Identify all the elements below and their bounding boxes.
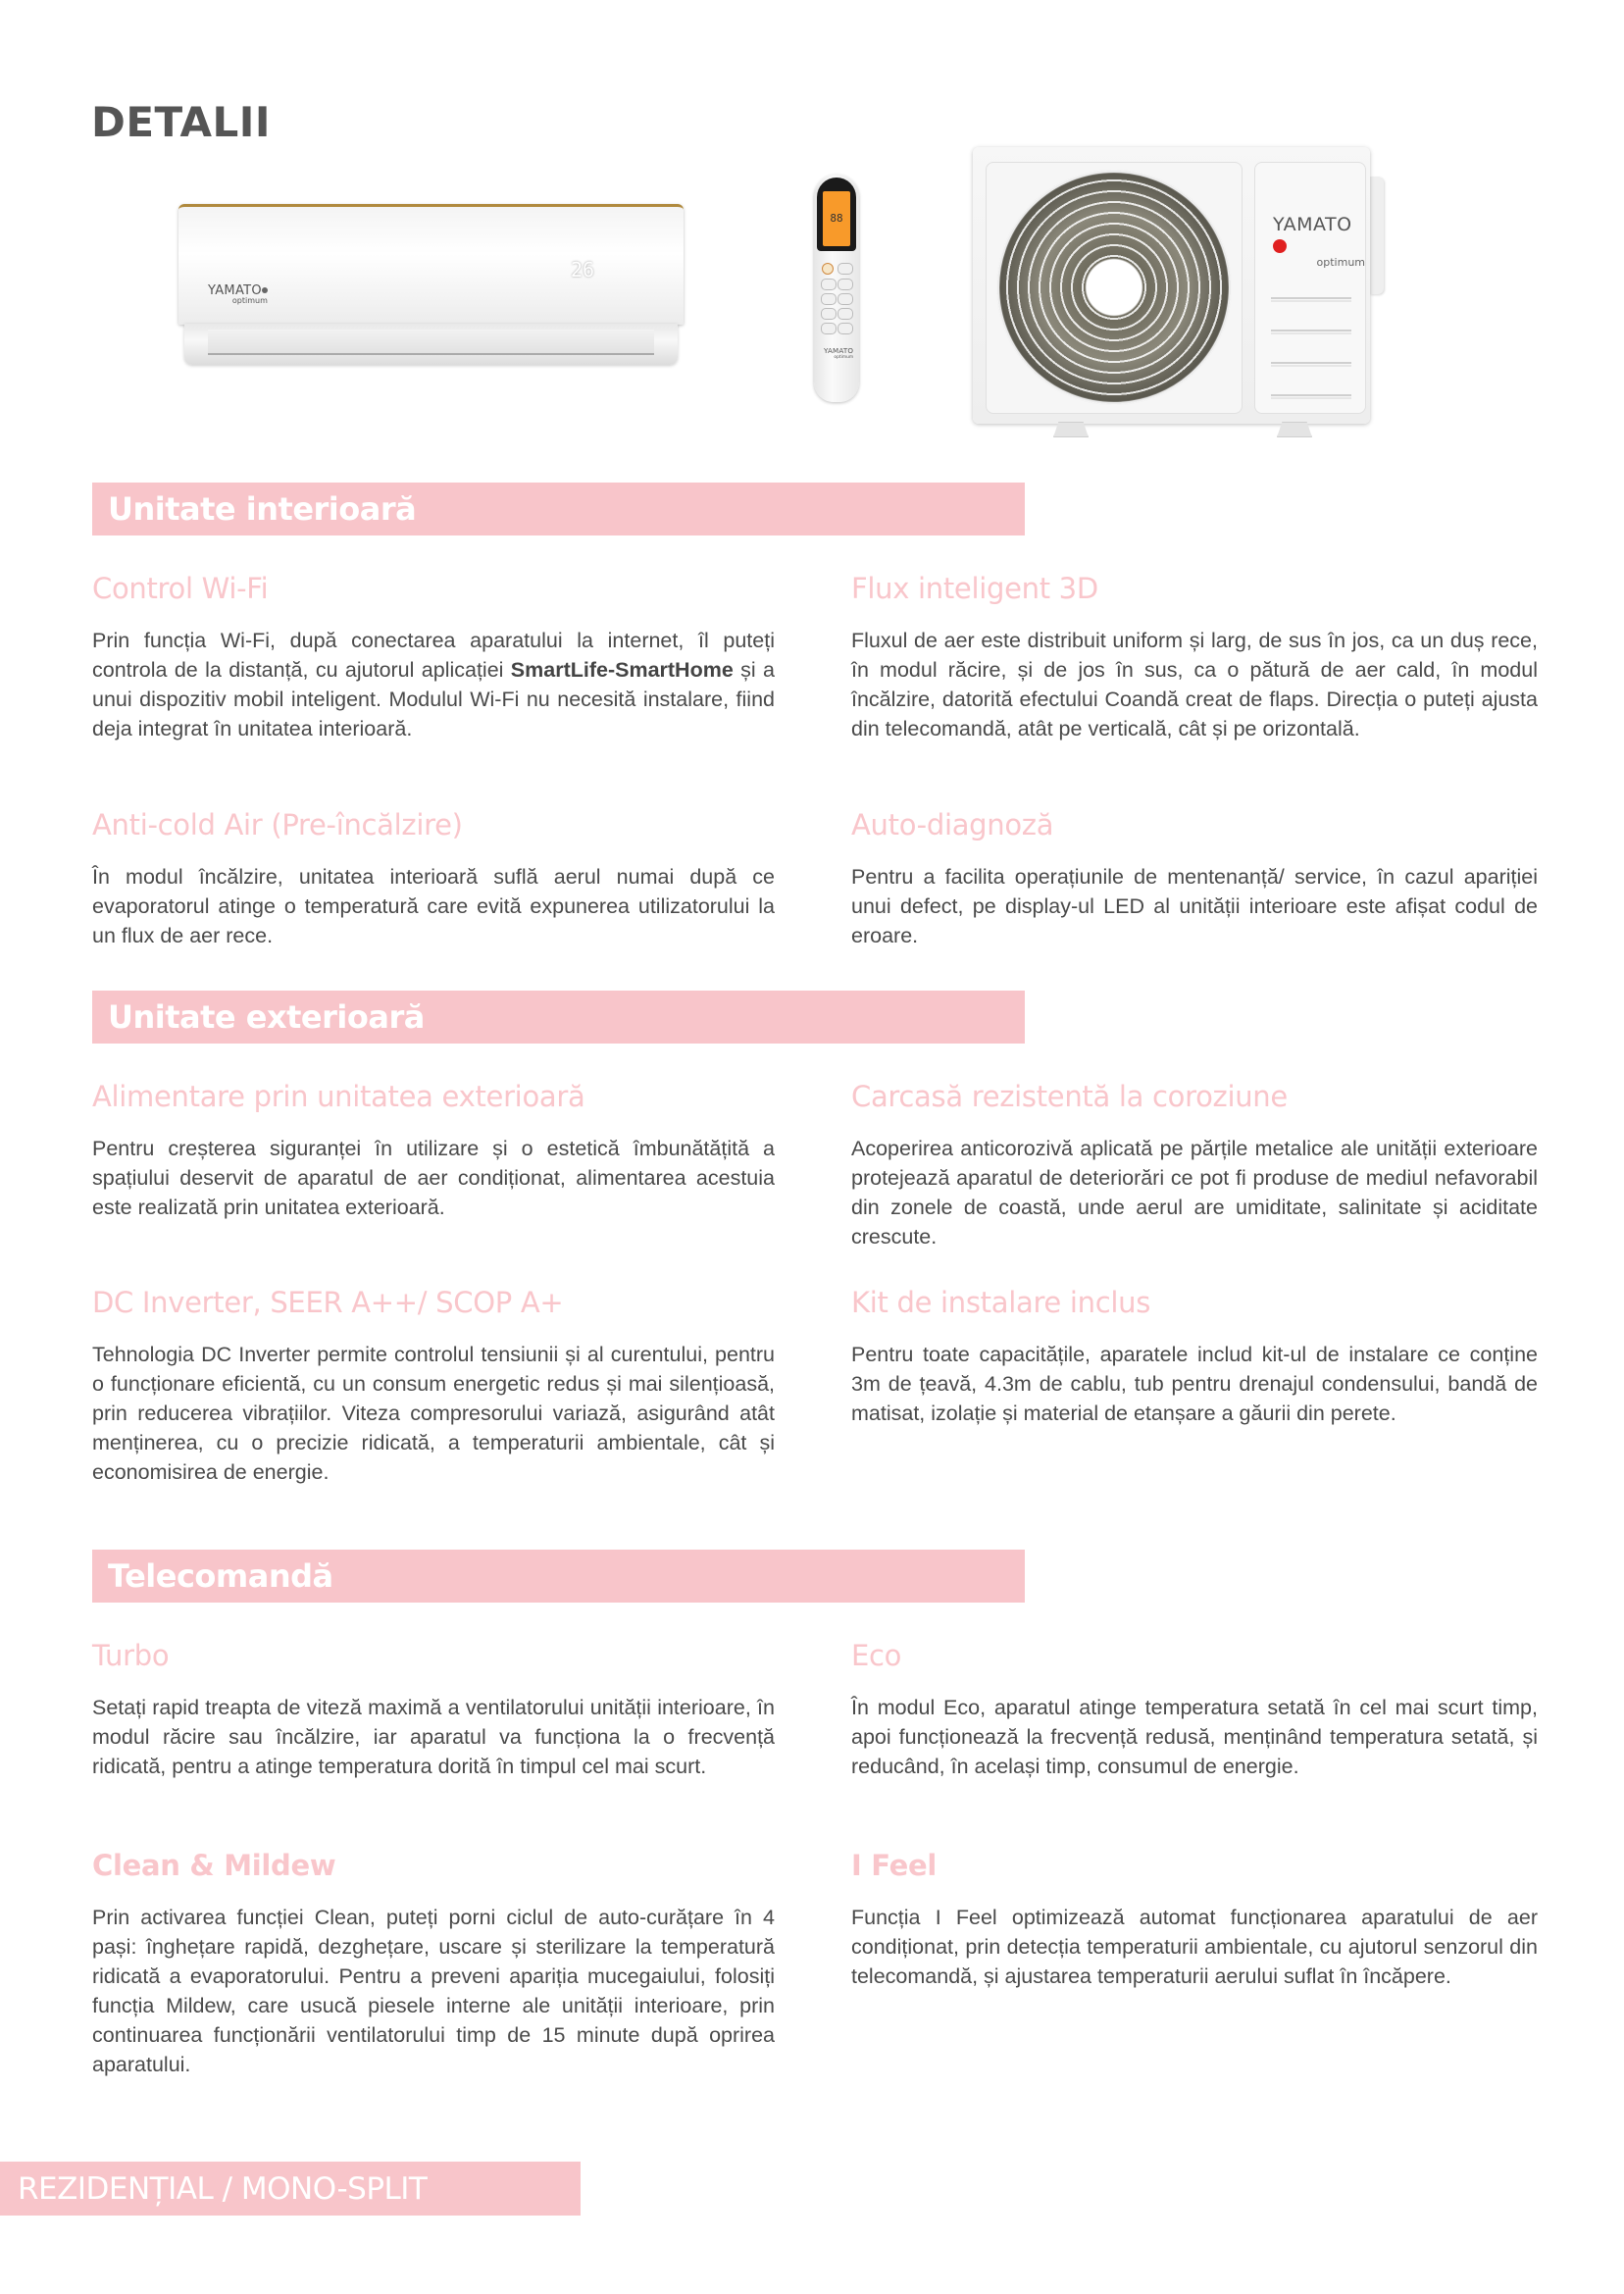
indoor-unit-image bbox=[178, 204, 684, 371]
remote-screen bbox=[817, 178, 856, 251]
outdoor-unit-side bbox=[1370, 177, 1384, 294]
feature-title: Kit de instalare inclus bbox=[851, 1286, 1151, 1319]
outdoor-unit-logo bbox=[1273, 214, 1365, 269]
feature-auto-diagnosis bbox=[851, 807, 1538, 950]
outdoor-fan-panel bbox=[986, 162, 1243, 414]
brand-name: YAMATO bbox=[208, 283, 262, 298]
section-title: Unitate interioară bbox=[108, 490, 417, 528]
remote-button-icon bbox=[821, 323, 837, 334]
feature-title: Alimentare prin unitatea exterioară bbox=[92, 1080, 585, 1113]
feature-text: În modul Eco, aparatul atinge temperatura setată în cel mai scurt timp, apoi funcționează la frecvență redusă, menținând temperatura setată, și reducând, în același timp, consumul de energie. bbox=[851, 1696, 1538, 1778]
outdoor-unit-foot bbox=[1277, 422, 1312, 437]
outdoor-unit-image bbox=[973, 147, 1388, 436]
feature-title: Carcasă rezistentă la coroziune bbox=[851, 1080, 1288, 1113]
indoor-unit-logo bbox=[208, 281, 268, 305]
feature-title: Flux inteligent 3D bbox=[851, 572, 1098, 605]
feature-title: I Feel bbox=[851, 1849, 937, 1882]
feature-text: Pentru creșterea siguranței în utilizare și o estetică îmbunătățită a spațiului deservit de aparatul de aer condiționat, alimentarea acestuia este realizată prin unitatea exterioară. bbox=[92, 1137, 775, 1219]
remote-button-icon bbox=[837, 308, 853, 320]
brand-sub: optimum bbox=[231, 296, 268, 305]
remote-down-button-icon bbox=[821, 279, 837, 290]
feature-text: Fluxul de aer este distribuit uniform și larg, de sus în jos, ca un duș rece, în modul răcire, și de jos în sus, ca o pătură de aer cald, în modul încălzire, datorită efectului Coandă creat de flaps. Direcția o puteți ajusta din telecomandă, atât pe verticală, cât și pe orizontală. bbox=[851, 629, 1538, 740]
page-title: DETALII bbox=[91, 98, 271, 146]
feature-text: Tehnologia DC Inverter permite controlul tensiunii și al curentului, pentru o funcționare eficientă, cu un consum energetic redus și mai silențioasă, prin reducerea vibrațiilor. Viteza compresorului variază, asigurând atât menținerea, cu o precizie ridicată, a temperaturii ambientale, cât și economisirea de energie. bbox=[92, 1343, 775, 1484]
remote-logo: YAMATO optimum bbox=[824, 347, 854, 360]
outdoor-unit-foot bbox=[1053, 422, 1089, 437]
feature-title: Anti-cold Air (Pre-încălzire) bbox=[92, 808, 463, 841]
feature-text: Pentru a facilita operațiunile de mentenanță/ service, în cazul apariției unui defect, pe display-ul LED al unității interioare este afișat codul de eroare. bbox=[851, 865, 1538, 947]
remote-button-icon bbox=[837, 263, 853, 275]
remote-button-icon bbox=[821, 293, 837, 305]
louver bbox=[1271, 394, 1351, 396]
fan-grill bbox=[996, 170, 1232, 405]
remote-button-icon bbox=[837, 323, 853, 334]
app-name: SmartLife-SmartHome bbox=[510, 658, 734, 682]
feature-text: Pentru toate capacitățile, aparatele includ kit-ul de instalare ce conține 3m de țeavă, 4.3m de cablu, tub pentru drenajul condensului, bandă de matisat, izolație și material de etanșare a găurii din perete. bbox=[851, 1343, 1538, 1425]
feature-text: Prin activarea funcției Clean, puteți porni ciclul de auto-curățare în 4 pași: înghețare rapidă, dezghețare, uscare și sterilizare la temperatură ridicată a evaporatorului. Pentru a preveni apariția mucegaiului, folosiți funcția Mildew, care usucă piesele interne ale unității interioare, prin continuarea funcționării ventilatorului timp de 15 minute după oprirea aparatului. bbox=[92, 1906, 775, 2076]
feature-i-feel bbox=[851, 1848, 1538, 1991]
feature-title: Eco bbox=[851, 1639, 902, 1672]
feature-text: Acoperirea anticorozivă aplicată pe părțile metalice ale unității exterioare protejează aparatul de deteriorări ce pot fi produse de mediul nefavorabil din zonele de coastă, unde aerul are umiditate, salinitate și aciditate crescute. bbox=[851, 1137, 1538, 1249]
section-title: Telecomandă bbox=[108, 1557, 333, 1595]
feature-3d-airflow bbox=[851, 571, 1538, 743]
brand-dot-icon bbox=[1273, 239, 1287, 253]
feature-text: Prin funcția Wi-Fi, după conectarea aparatului la internet, îl puteți controla de la distanță, cu ajutorul aplicației SmartLife-SmartHome și a unui dispozitiv mobil inteligent. Modulul Wi-Fi nu necesită instalare, fiind deja integrat în unitatea interioară. bbox=[92, 629, 775, 740]
brand-name: YAMATO bbox=[1273, 214, 1352, 235]
section-title: Unitate exterioară bbox=[108, 998, 425, 1036]
brand-dot-icon bbox=[262, 287, 268, 293]
louver bbox=[1271, 330, 1351, 331]
outdoor-side-panel bbox=[1254, 162, 1366, 414]
section-header-remote bbox=[92, 1550, 1025, 1603]
louver bbox=[1271, 297, 1351, 299]
louver bbox=[1271, 362, 1351, 364]
section-header-outdoor bbox=[92, 991, 1025, 1044]
feature-corrosion-resistant-case bbox=[851, 1079, 1538, 1251]
feature-title: Control Wi-Fi bbox=[92, 572, 269, 605]
feature-text: Setați rapid treapta de viteză maximă a ventilatorului unității interioare, în modul răcire sau încălzire, iar aparatul va funcționa la o frecvență ridicată, pentru a atinge temperatura dorită în timpul cel mai scurt. bbox=[92, 1696, 775, 1778]
indoor-unit-body bbox=[178, 204, 684, 325]
feature-anti-cold-air bbox=[92, 807, 775, 950]
feature-title: Clean & Mildew bbox=[92, 1849, 336, 1882]
remote-button-icon bbox=[821, 308, 837, 320]
feature-eco bbox=[851, 1638, 1538, 1781]
feature-title: Auto-diagnoză bbox=[851, 808, 1054, 841]
remote-up-button-icon bbox=[837, 279, 853, 290]
footer-category-bar bbox=[0, 2162, 581, 2216]
brand-sub: optimum bbox=[1316, 256, 1365, 269]
indoor-unit-vent bbox=[184, 324, 678, 365]
indoor-unit-display: 26 bbox=[571, 258, 595, 281]
outdoor-unit-case bbox=[973, 147, 1370, 424]
feature-dc-inverter bbox=[92, 1285, 775, 1487]
remote-lcd: 88 bbox=[823, 191, 850, 246]
remote-power-button-icon bbox=[822, 263, 834, 275]
feature-text: Funcția I Feel optimizează automat funcționarea aparatului de aer condiționat, prin detecția temperaturii ambientale, cu ajutorul senzorul din telecomandă, și ajustarea temperaturii aerului suflat în încăpere. bbox=[851, 1906, 1538, 1988]
feature-text: În modul încălzire, unitatea interioară suflă aerul numai după ce evaporatorul atinge o temperatură care evită expunerea utilizatorului la un flux de aer rece. bbox=[92, 865, 775, 947]
section-header-indoor bbox=[92, 483, 1025, 535]
feature-wifi-control bbox=[92, 571, 775, 743]
feature-title: DC Inverter, SEER A++/ SCOP A+ bbox=[92, 1286, 564, 1319]
remote-button-icon bbox=[837, 293, 853, 305]
feature-clean-mildew bbox=[92, 1848, 775, 2079]
feature-outdoor-power-supply bbox=[92, 1079, 775, 1222]
remote-control-image bbox=[814, 175, 859, 402]
feature-title: Turbo bbox=[92, 1639, 170, 1672]
feature-turbo bbox=[92, 1638, 775, 1781]
footer-category-label: REZIDENȚIAL / MONO-SPLIT bbox=[18, 2171, 428, 2207]
feature-installation-kit bbox=[851, 1285, 1538, 1428]
